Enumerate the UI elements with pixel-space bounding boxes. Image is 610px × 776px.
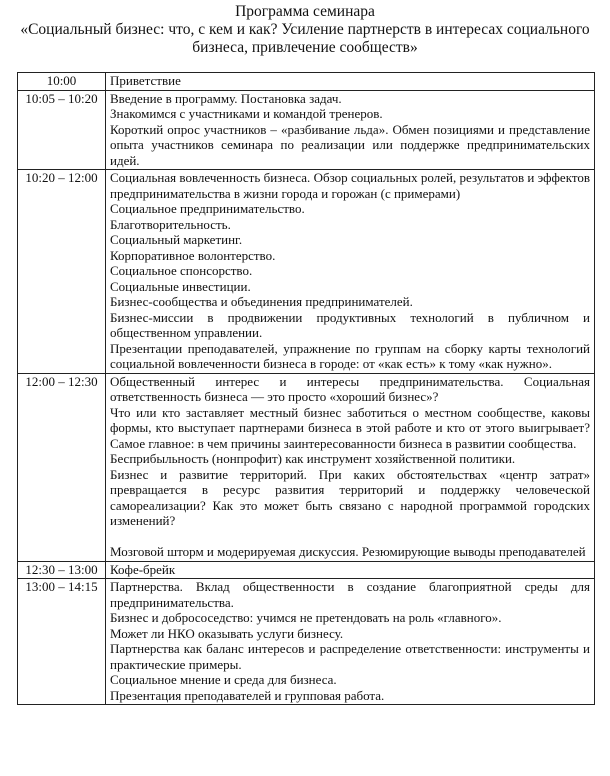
- schedule-time: 13:00 – 14:15: [18, 579, 106, 705]
- schedule-content: [106, 373, 595, 561]
- schedule-item: [110, 529, 590, 545]
- schedule-body: [18, 73, 595, 705]
- schedule-content: [106, 90, 595, 170]
- document-header: [0, 0, 610, 57]
- schedule-item: Может ли НКО оказывать услуги бизнесу.: [110, 625, 344, 641]
- schedule-time: 10:05 – 10:20: [18, 90, 106, 170]
- schedule-item: Мозговой шторм и модерируемая дискуссия. Резюмирующие выводы преподавателей: [110, 544, 586, 559]
- schedule-table: [17, 72, 595, 705]
- schedule-row: [18, 561, 595, 579]
- schedule-item: Социальное предпринимательство.: [110, 201, 305, 216]
- schedule-item: Кофе-брейк: [110, 561, 176, 577]
- schedule-row: [18, 73, 595, 91]
- schedule-item: Социальное спонсорство.: [110, 263, 253, 278]
- schedule-item: Социальные инвестиции.: [110, 278, 251, 294]
- schedule-content: [106, 579, 595, 705]
- schedule-item: Партнерства. Вклад общественности в создание благоприятной среды для предпринимательства.: [110, 579, 590, 610]
- schedule-item: Что или кто заставляет местный бизнес заботиться о местном сообществе, каковы формы, кто выступает партнерами бизнеса в этой работе и кто от этого выигрывает? Самое главное: в чем причины заинтересованности бизнеса в развитии сообщества.: [110, 404, 590, 451]
- schedule-item: Знакомимся с участниками и командой тренеров.: [110, 106, 383, 121]
- schedule-item: Общественный интерес и интересы предпринимательства. Социальная ответственность бизнеса — это просто «хороший бизнес»?: [110, 373, 590, 404]
- schedule-item: Презентация преподавателей и групповая работа.: [110, 687, 385, 703]
- schedule-row: [18, 170, 595, 374]
- schedule-time: 12:30 – 13:00: [18, 561, 106, 579]
- schedule-item: Корпоративное волонтерство.: [110, 247, 276, 263]
- schedule-content: [106, 170, 595, 374]
- schedule-content: [106, 73, 595, 91]
- schedule-content: [106, 561, 595, 579]
- schedule-item: Благотворительность.: [110, 216, 231, 232]
- schedule-item: Бизнес-сообщества и объединения предпринимателей.: [110, 294, 413, 309]
- schedule-item: Социальная вовлеченность бизнеса. Обзор социальных ролей, результатов и эффектов предпринимательства в жизни города и горожан (с примерами): [110, 170, 590, 201]
- schedule-item: Социальный маркетинг.: [110, 232, 243, 247]
- schedule-time: 12:00 – 12:30: [18, 373, 106, 561]
- schedule-row: [18, 373, 595, 561]
- schedule-time: 10:00: [18, 73, 106, 91]
- document-title: Программа семинара: [235, 3, 375, 20]
- schedule-time: 10:20 – 12:00: [18, 170, 106, 374]
- schedule-row: [18, 90, 595, 170]
- schedule-item: Приветствие: [110, 73, 181, 88]
- schedule-row: [18, 579, 595, 705]
- schedule-item: Введение в программу. Постановка задач.: [110, 90, 342, 106]
- schedule-item: Бизнес и развитие территорий. При каких обстоятельствах «центр затрат» превращается в ресурс развития территорий и поддержку человеческой самореализации? Как это может быть связано с народной программой городских изменений?: [110, 466, 590, 528]
- schedule-item: Бизнес и добрососедство: учимся не претендовать на роль «главного».: [110, 610, 502, 625]
- document-subtitle: «Социальный бизнес: что, с кем и как? Усиление партнерств в интересах социального бизнеса, привлечение сообществ»: [20, 21, 590, 56]
- schedule-item: Презентации преподавателей, упражнение по группам на сборку карты технологий социальной вовлеченности бизнеса в городе: от «как есть» к тому «как нужно».: [110, 340, 590, 371]
- schedule-item: Бесприбыльность (нонпрофит) как инструмент хозяйственной политики.: [110, 451, 516, 466]
- schedule-item: Бизнес-миссии в продвижении продуктивных технологий в публичном и общественном управлении.: [110, 309, 590, 340]
- schedule-item: Партнерства как баланс интересов и распределение ответственности: инструменты и практические примеры.: [110, 641, 590, 672]
- schedule-item: Социальное мнение и среда для бизнеса.: [110, 672, 337, 687]
- schedule-item: Короткий опрос участников – «разбивание льда». Обмен позициями и представление опыта участников семинара по реализации или поддержке предпринимательских идей.: [110, 121, 590, 168]
